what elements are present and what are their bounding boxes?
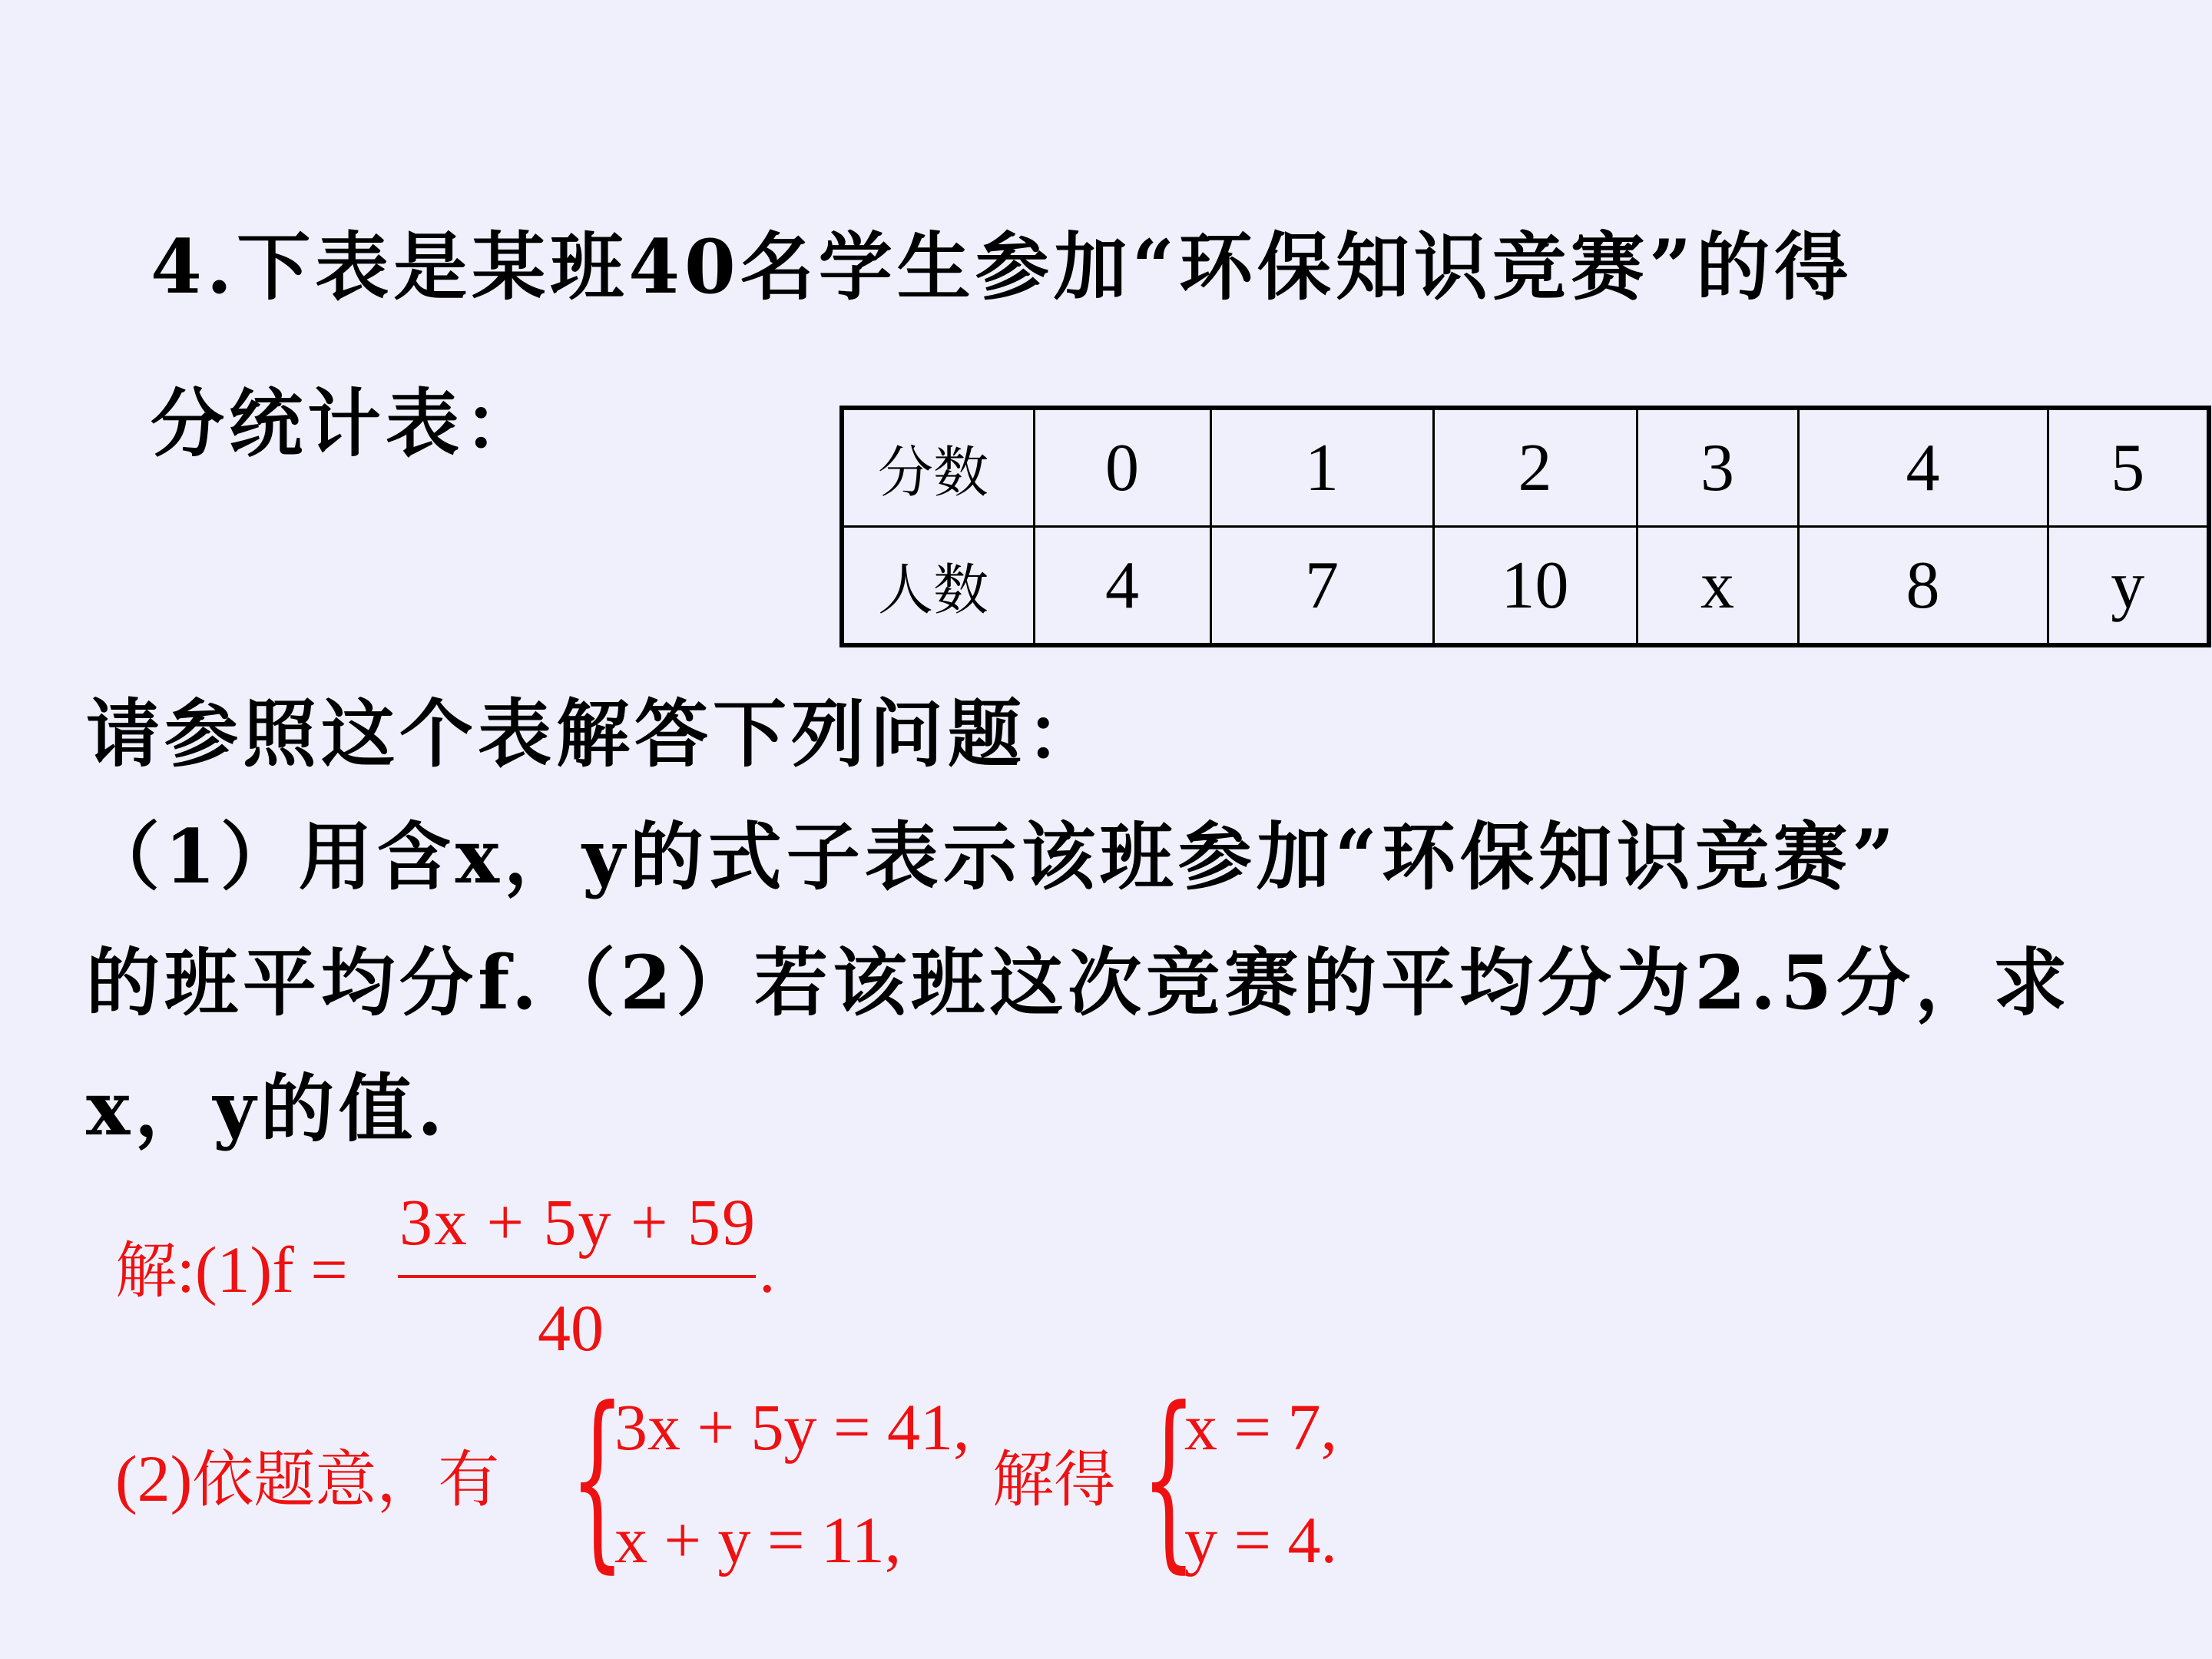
table-cell: 分数 [842,408,1034,527]
solution-part1-prefix [115,1233,348,1306]
table-cell: x [1637,527,1798,646]
table-cell: 0 [1034,408,1210,527]
system1-equation-1: 3x + 5y = 41, [614,1390,970,1464]
question-line-4: （1）用含x，y的式子表示该班参加“环保知识竞赛” [86,813,1899,900]
table-cell: 7 [1210,527,1433,646]
fraction-end-period: . [759,1233,776,1306]
solution-part2-prefix [115,1442,500,1515]
table-row-count [842,527,2209,646]
question-line-2: 分统计表： [151,380,542,467]
system1-equation-2: x + y = 11, [614,1503,902,1577]
table-cell: 8 [1798,527,2048,646]
system2-equation-2: y = 4. [1184,1503,1338,1577]
solution-part2-text: 依题意，有 [192,1444,500,1515]
table-cell: 4 [1798,408,2048,527]
question-line-1: 4.下表是某班40名学生参加“环保知识竞赛”的得 [151,224,1853,310]
table-row-score [842,408,2209,527]
table-cell: 2 [1433,408,1637,527]
question-line-6: x，y的值. [86,1065,448,1152]
table-cell: 5 [2048,408,2209,527]
solution-part1-expr: :(1)f = [177,1233,348,1306]
table-cell: 3 [1637,408,1798,527]
fraction-bar [398,1275,756,1278]
score-table [839,406,2211,647]
solution-part2-solve [992,1444,1115,1515]
table-cell: 人数 [842,527,1034,646]
solution-part2-number: (2) [115,1442,193,1515]
fraction-numerator: 3x + 5y + 59 [399,1185,757,1259]
solution-label: 解 [115,1235,177,1306]
question-line-3: 请参照这个表解答下列问题： [86,690,1104,777]
left-brace-icon: { [1141,1366,1197,1590]
table-cell: 1 [1210,408,1433,527]
table-cell: y [2048,527,2209,646]
system2-equation-1: x = 7, [1184,1390,1338,1464]
fraction-denominator: 40 [538,1291,604,1365]
table-cell: 10 [1433,527,1637,646]
left-brace-icon: { [570,1366,625,1590]
question-line-5: 的班平均分f.（2）若该班这次竞赛的平均分为2.5分，求 [86,939,2072,1026]
solve-label: 解得 [992,1444,1115,1515]
table-cell: 4 [1034,527,1210,646]
